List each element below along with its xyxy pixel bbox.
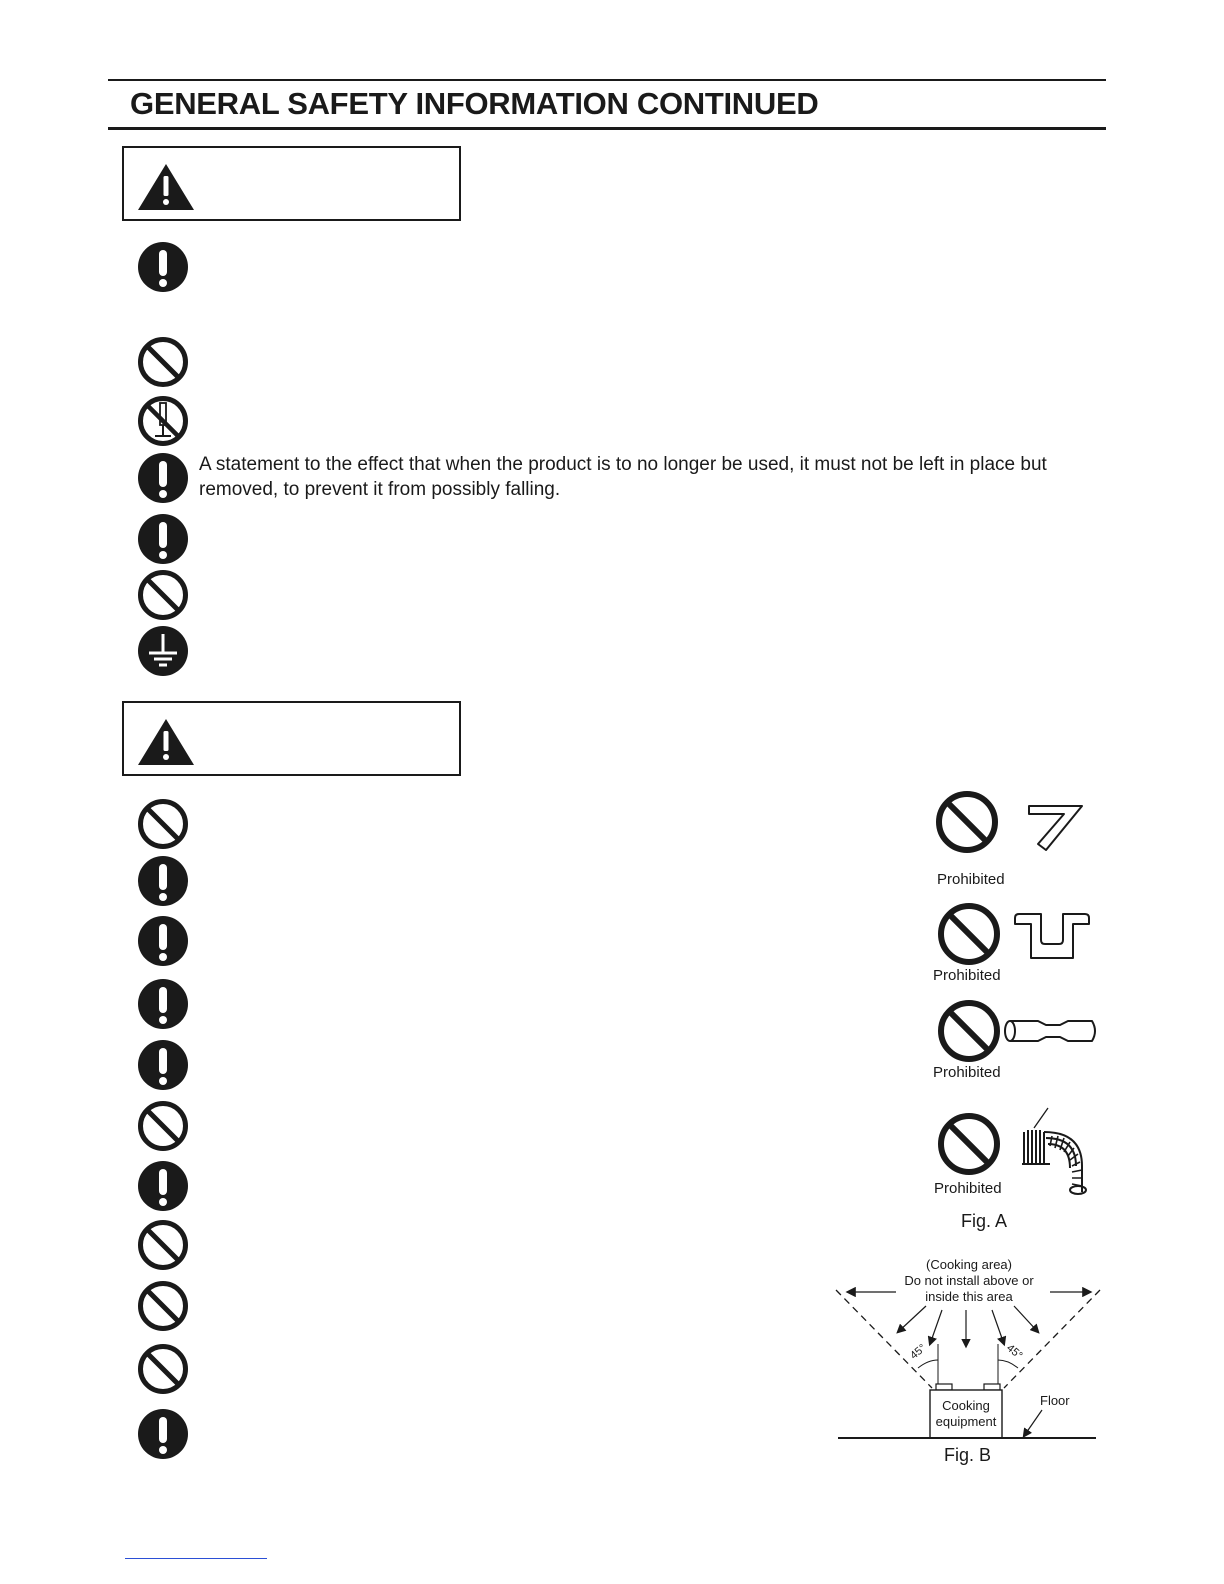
equipment-line1: Cooking xyxy=(942,1398,990,1413)
exclamation-circle-icon xyxy=(137,1039,189,1091)
disposal-warning-text: A statement to the effect that when the product is to no longer be used, it must not be left in place but removed, to prevent it from possibly falling. xyxy=(199,454,1047,500)
prohibited-circle-icon xyxy=(137,1219,189,1271)
fig-a-caption: Fig. A xyxy=(961,1211,1008,1231)
warning-triangle-icon xyxy=(136,162,196,212)
exclamation-circle-icon xyxy=(137,452,189,504)
top-rule xyxy=(108,79,1106,81)
prohibited-circle-icon xyxy=(137,1280,189,1332)
fig-b-caption: Fig. B xyxy=(944,1445,992,1465)
ground-icon xyxy=(137,625,189,677)
prohibited-circle-icon xyxy=(937,902,1001,966)
cooking-area-line3: inside this area xyxy=(925,1289,1013,1304)
cooking-equipment-label xyxy=(931,1398,1001,1430)
prohibited-circle-icon xyxy=(937,1112,1001,1176)
angle-right-label: 45° xyxy=(1004,1342,1025,1362)
exclamation-circle-icon xyxy=(137,915,189,967)
prohibited-circle-icon xyxy=(137,1100,189,1152)
prohibited-circle-icon xyxy=(137,798,189,850)
prohibited-label-3: Prohibited xyxy=(933,1064,1001,1081)
u-trap-duct-icon xyxy=(1011,910,1093,964)
prohibited-circle-icon xyxy=(137,336,189,388)
page-title: GENERAL SAFETY INFORMATION CONTINUED xyxy=(130,86,819,121)
cooking-area-line1: (Cooking area) xyxy=(926,1257,1012,1272)
equipment-line2: equipment xyxy=(935,1414,997,1429)
no-disassembly-icon xyxy=(137,395,189,447)
footer-link-underline xyxy=(125,1558,267,1559)
sharp-bend-duct-icon xyxy=(1024,800,1086,854)
prohibited-circle-icon xyxy=(937,999,1001,1063)
flexible-duct-icon xyxy=(1018,1106,1092,1198)
prohibited-label-2: Prohibited xyxy=(933,967,1001,984)
floor-label: Floor xyxy=(1040,1393,1070,1408)
alert-box-1 xyxy=(122,146,461,221)
alert-box-2 xyxy=(122,701,461,776)
angle-left-label: 45° xyxy=(908,1342,929,1362)
prohibited-circle-icon xyxy=(935,790,999,854)
exclamation-circle-icon xyxy=(137,1160,189,1212)
prohibited-circle-icon xyxy=(137,569,189,621)
exclamation-circle-icon xyxy=(137,241,189,293)
warning-triangle-icon xyxy=(136,717,196,767)
prohibited-label-1: Prohibited xyxy=(937,871,1005,888)
prohibited-label-4: Prohibited xyxy=(934,1180,1002,1197)
exclamation-circle-icon xyxy=(137,1408,189,1460)
reduced-duct-icon xyxy=(1002,1017,1100,1045)
cooking-area-line2: Do not install above or xyxy=(904,1273,1034,1288)
prohibited-circle-icon xyxy=(137,1343,189,1395)
title-underline xyxy=(108,127,1106,130)
cooking-area-label xyxy=(871,1257,1067,1305)
exclamation-circle-icon xyxy=(137,978,189,1030)
exclamation-circle-icon xyxy=(137,513,189,565)
exclamation-circle-icon xyxy=(137,855,189,907)
